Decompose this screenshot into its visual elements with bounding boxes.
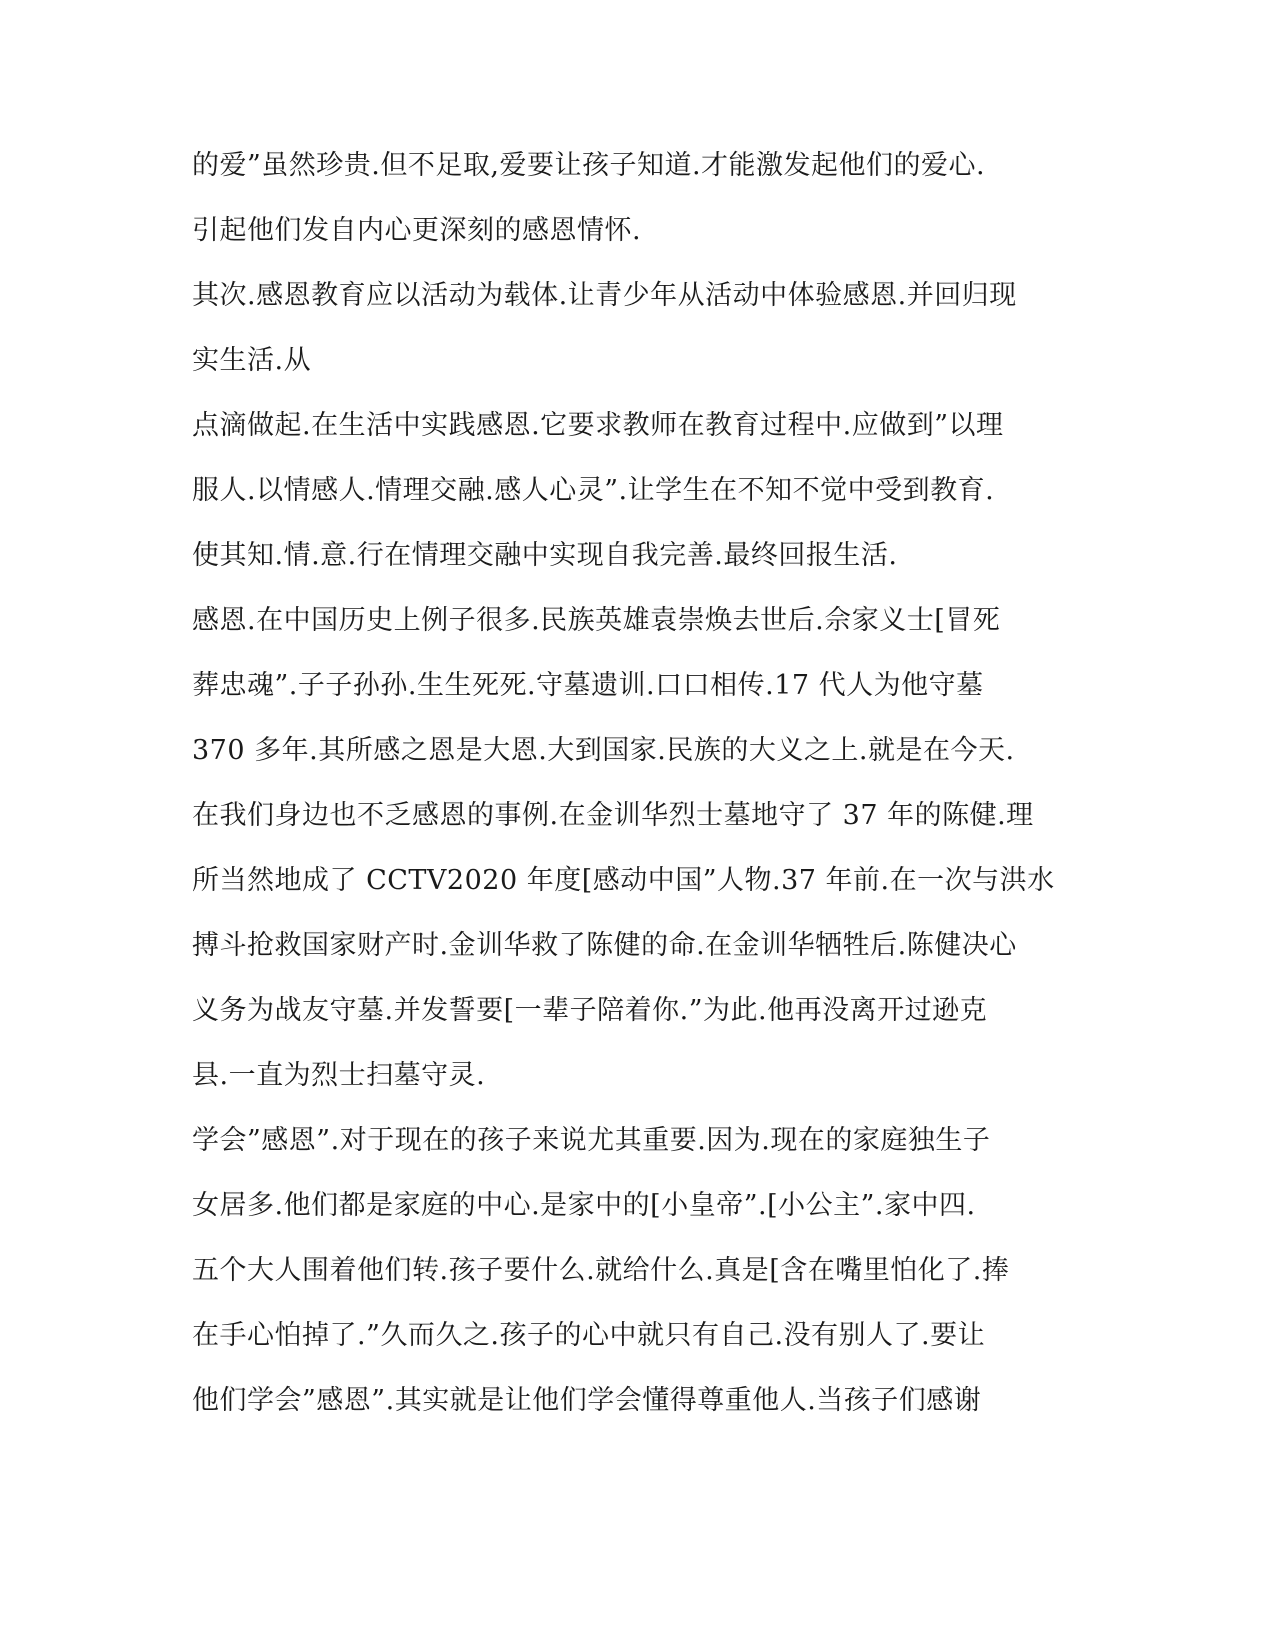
text-line: 在手心怕掉了.”久而久之.孩子的心中就只有自己.没有别人了.要让: [192, 1320, 986, 1351]
text-line: 的爱”虽然珍贵.但不足取,爱要让孩子知道.才能激发起他们的爱心.: [192, 150, 986, 181]
text-line: 他们学会”感恩”.其实就是让他们学会懂得尊重他人.当孩子们感谢: [192, 1385, 982, 1416]
text-line: 其次.感恩教育应以活动为载体.让青少年从活动中体验感恩.并回归现: [192, 280, 1017, 311]
text-line: 感恩.在中国历史上例子很多.民族英雄袁崇焕去世后.佘家义士[冒死: [192, 605, 1001, 636]
text-line: 在我们身边也不乏感恩的事例.在金训华烈士墓地守了 37 年的陈健.理: [192, 800, 1034, 831]
text-line: 学会”感恩”.对于现在的孩子来说尤其重要.因为.现在的家庭独生子: [192, 1125, 991, 1156]
text-line: 370 多年.其所感之恩是大恩.大到国家.民族的大义之上.就是在今天.: [192, 735, 1015, 766]
text-line: 义务为战友守墓.并发誓要[一辈子陪着你.”为此.他再没离开过逊克: [192, 995, 988, 1026]
body-text: [192, 143, 1092, 1443]
text-line: 使其知.情.意.行在情理交融中实现自我完善.最终回报生活.: [192, 540, 898, 571]
text-line: 实生活.从: [192, 345, 312, 376]
text-line: 葬忠魂”.子子孙孙.生生死死.守墓遗训.口口相传.17 代人为他守墓: [192, 670, 984, 701]
text-line: 所当然地成了 CCTV2020 年度[感动中国”人物.37 年前.在一次与洪水: [192, 865, 1055, 896]
text-line: 女居多.他们都是家庭的中心.是家中的[小皇帝”.[小公主”.家中四.: [192, 1190, 976, 1221]
text-line: 点滴做起.在生活中实践感恩.它要求教师在教育过程中.应做到”以理: [192, 410, 1004, 441]
text-line: 引起他们发自内心更深刻的感恩情怀.: [192, 215, 642, 246]
text-line: 县.一直为烈士扫墓守灵.: [192, 1060, 486, 1091]
text-line: 搏斗抢救国家财产时.金训华救了陈健的命.在金训华牺牲后.陈健决心: [192, 930, 1017, 961]
text-line: 服人.以情感人.情理交融.感人心灵”.让学生在不知不觉中受到教育.: [192, 475, 995, 506]
text-line: 五个大人围着他们转.孩子要什么.就给什么.真是[含在嘴里怕化了.捧: [192, 1255, 1010, 1286]
